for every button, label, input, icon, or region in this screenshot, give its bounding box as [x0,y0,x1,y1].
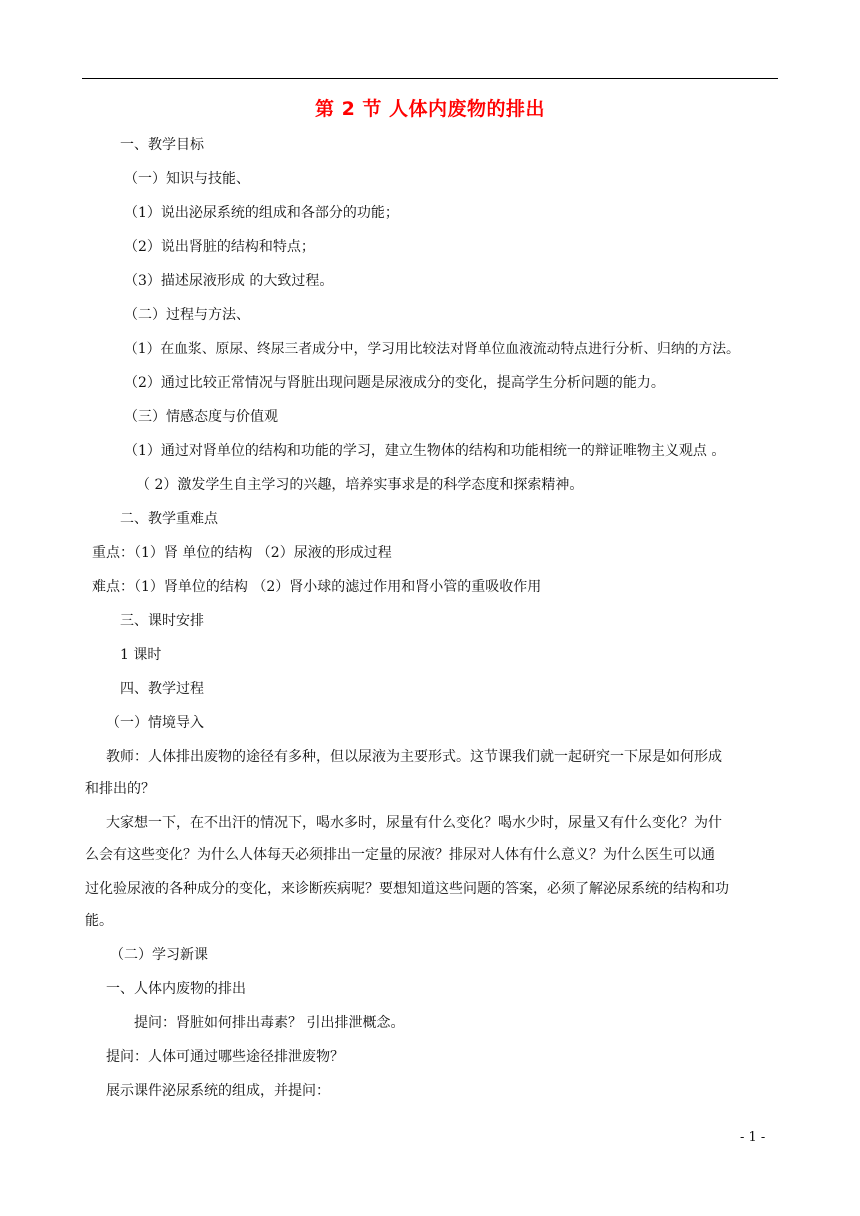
text-line: （二）学习新课 [110,947,208,963]
text-line: 四、教学过程 [120,681,204,697]
text-line: （二）过程与方法、 [124,307,250,323]
text-line: （一）情境导入 [106,715,204,731]
text-line: 能。 [85,913,113,929]
text-line: 一、人体内废物的排出 [106,981,246,997]
text-line: 提问：肾脏如何排出毒素？ 引出排泄概念。 [134,1015,405,1031]
text-line: （1）通过对肾单位的结构和功能的学习，建立生物体的结构和功能相统一的辩证唯物主义观点 。 [124,443,726,459]
text-line: 三、课时安排 [120,613,204,629]
text-line: （ 2）激发学生自主学习的兴趣，培养实事求是的科学态度和探索精神。 [136,477,584,493]
text-line: 一、教学目标 [120,137,204,153]
text-line: （3）描述尿液形成 的大致过程。 [124,273,334,289]
page-title: 第 2 节 人体内废物的排出 [314,98,546,120]
page-number: - 1 - [740,1130,766,1145]
text-line: 展示课件泌尿系统的组成，并提问： [106,1083,330,1099]
text-line: 1 课时 [120,647,162,663]
text-line: （三）情感态度与价值观 [124,409,278,425]
text-line: 重点：（1）肾 单位的结构 （2）尿液的形成过程 [92,545,392,561]
text-line: （1）说出泌尿系统的组成和各部分的功能； [124,205,399,221]
text-line: 提问：人体可通过哪些途径排泄废物？ [106,1049,344,1065]
text-line: 大家想一下，在不出汗的情况下，喝水多时，尿量有什么变化？喝水少时，尿量又有什么变化？为什 [106,815,722,831]
text-line: 二、教学重难点 [120,511,218,527]
text-line: 过化验尿液的各种成分的变化，来诊断疾病呢？要想知道这些问题的答案，必须了解泌尿系统的结构和功 [85,881,729,897]
text-line: 难点：（1）肾单位的结构 （2）肾小球的滤过作用和肾小管的重吸收作用 [92,579,542,595]
header-rule [82,78,778,79]
text-line: 么会有这些变化？为什么人体每天必须排出一定量的尿液？排尿对人体有什么意义？为什么医生可以通 [85,847,715,863]
text-line: 和排出的？ [85,781,155,797]
text-line: （1）在血浆、原尿、终尿三者成分中，学习用比较法对肾单位血液流动特点进行分析、归纳的方法。 [124,341,740,357]
text-line: （2）通过比较正常情况与肾脏出现问题是尿液成分的变化，提高学生分析问题的能力。 [124,375,665,391]
text-line: 教师：人体排出废物的途径有多种，但以尿液为主要形式。这节课我们就一起研究一下尿是如何形成 [106,749,722,765]
text-line: （一）知识与技能、 [124,171,250,187]
text-line: （2）说出肾脏的结构和特点； [124,239,315,255]
